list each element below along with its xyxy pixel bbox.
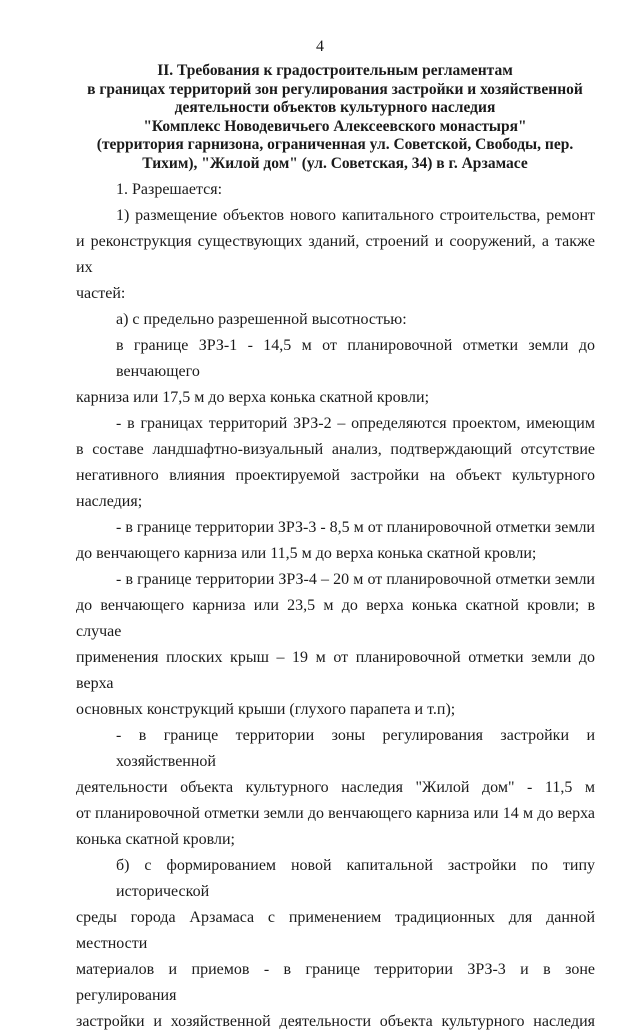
text-line: наследия;: [76, 493, 143, 510]
text-line: от планировочной отметки земли до венчающего карниза или 14 м до верха: [76, 805, 595, 822]
heading-line: II. Требования к градостроительным регламентам: [157, 62, 513, 79]
paragraph-permitted: [76, 177, 595, 203]
text-line: среды города Арзамаса с применением традиционных для данной местности: [76, 909, 595, 952]
heading-line: деятельности объектов культурного наследия: [174, 99, 496, 116]
text-line: применения плоских крыш – 19 м от планировочной отметки земли до верха: [76, 649, 595, 692]
text-line: застройки и хозяйственной деятельности объекта культурного наследия: [76, 1013, 595, 1030]
text-line: до венчающего карниза или 11,5 м до верха конька скатной кровли;: [76, 545, 537, 562]
heading-line: Тихим), "Жилой дом" (ул. Советская, 34) в г. Арзамасе: [142, 154, 528, 172]
text-line: материалов и приемов - в границе территории ЗРЗ-3 и в зоне регулирования: [76, 961, 595, 1004]
text-line: - в границе территории ЗРЗ-4 – 20 м от планировочной отметки земли: [116, 571, 595, 588]
text-line: - в границах территорий ЗРЗ-2 – определяются проектом, имеющим: [116, 415, 595, 432]
text-line: в составе ландшафтно-визуальный анализ, подтверждающий отсутствие: [76, 441, 595, 458]
text-line: - в границе территории зоны регулирования застройки и хозяйственной: [116, 727, 595, 770]
text-line: б) с формированием новой капитальной застройки по типу исторической: [116, 857, 595, 900]
paragraph-item-b: [76, 853, 595, 1035]
text-line: карниза или 17,5 м до верха конька скатной кровли;: [76, 389, 430, 406]
paragraph-zrz-3: [76, 515, 595, 567]
text-line: до венчающего карниза или 23,5 м до верха конька скатной кровли; в случае: [76, 597, 595, 640]
text-line: в границе ЗРЗ-1 - 14,5 м от планировочной отметки земли до венчающего: [116, 337, 595, 380]
section-heading: [76, 62, 594, 173]
text-line: а) с предельно разрешенной высотностью:: [116, 311, 407, 328]
heading-line: (территория гарнизона, ограниченная ул. Советской, Свободы, пер.: [96, 136, 574, 153]
paragraph-zrz-1: [76, 333, 595, 411]
paragraph-residential-house-zone: [76, 723, 595, 853]
text-line: 1) размещение объектов нового капитального строительства, ремонт: [116, 207, 595, 224]
text-line: деятельности объекта культурного наследия "Жилой дом" - 11,5 м: [76, 779, 595, 796]
text-line: конька скатной кровли;: [76, 831, 235, 848]
paragraph-item-a: [76, 307, 595, 333]
text-line: частей:: [76, 285, 126, 302]
heading-line: "Комплекс Новодевичьего Алексеевского монастыря": [143, 117, 527, 135]
heading-line: в границах территорий зон регулирования застройки и хозяйственной: [87, 80, 583, 98]
text-line: основных конструкций крыши (глухого парапета и т.п);: [76, 701, 456, 718]
body-text: [76, 177, 595, 1035]
text-line: негативного влияния проектируемой застройки на объект культурного: [76, 467, 595, 484]
text-line: 1. Разрешается:: [116, 181, 223, 198]
paragraph-zrz-4: [76, 567, 595, 723]
paragraph-zrz-2: [76, 411, 595, 515]
paragraph-item-1: [76, 203, 595, 307]
text-line: - в границе территории ЗРЗ-3 - 8,5 м от планировочной отметки земли: [116, 519, 595, 536]
page-number: 4: [316, 38, 324, 55]
text-line: и реконструкция существующих зданий, строений и сооружений, а также их: [76, 233, 595, 276]
